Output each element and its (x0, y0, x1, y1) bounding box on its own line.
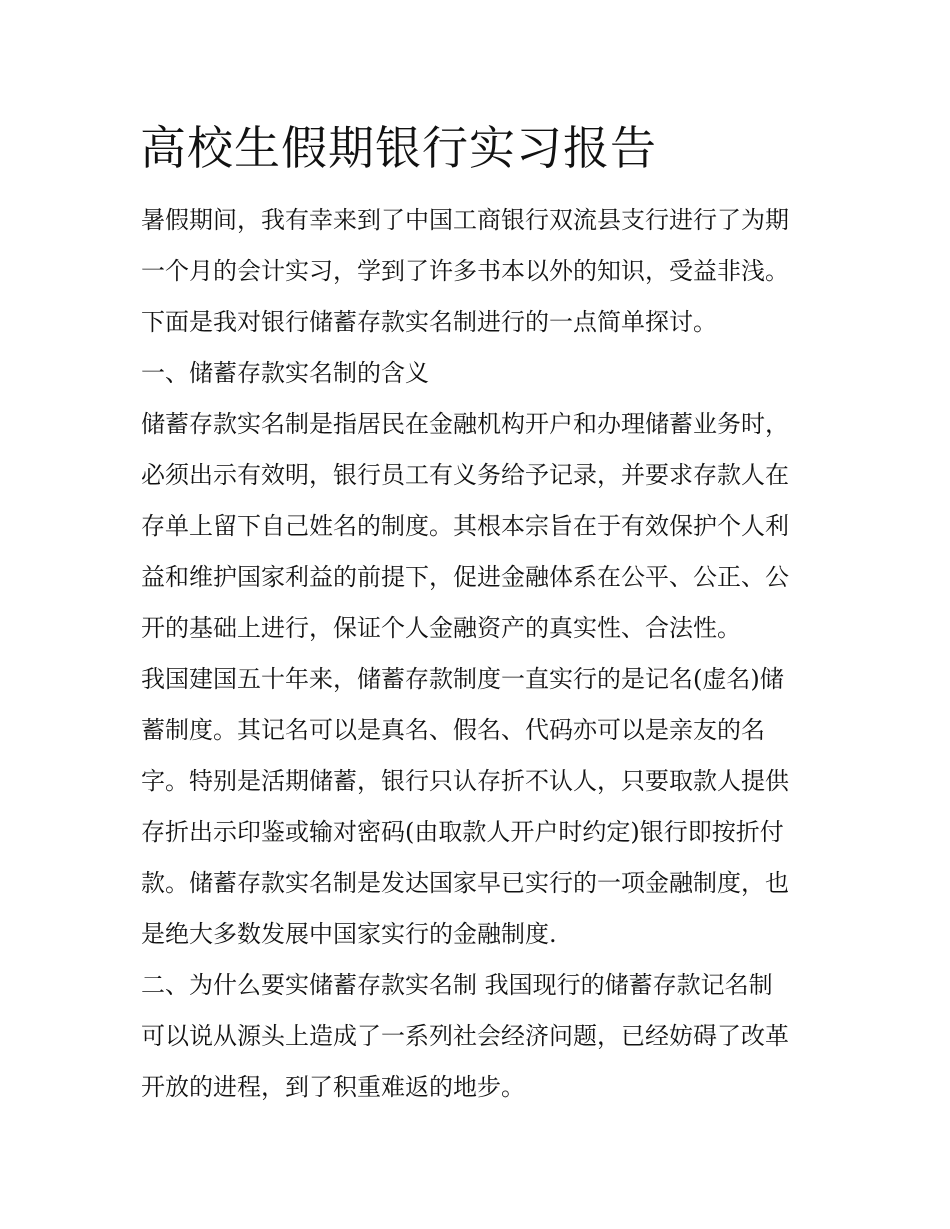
text-line: 存单上留下自己姓名的制度。其根本宗旨在于有效保护个人利 (141, 512, 789, 540)
page-title: 高校生假期银行实习报告 (140, 121, 657, 175)
text-line: 字。特别是活期储蓄，银行只认存折不认人，只要取款人提供 (141, 767, 789, 795)
text-line: 益和维护国家利益的前提下，促进金融体系在公平、公正、公 (141, 563, 789, 591)
text-line: 是绝大多数发展中国家实行的金融制度. (141, 920, 557, 948)
text-line: 蓄制度。其记名可以是真名、假名、代码亦可以是亲友的名 (141, 716, 765, 744)
section-heading: 一、储蓄存款实名制的含义 (141, 359, 429, 387)
text-line: 储蓄存款实名制是指居民在金融机构开户和办理储蓄业务时， (141, 410, 789, 438)
text-line: 可以说从源头上造成了一系列社会经济问题，已经妨碍了改革 (141, 1022, 789, 1050)
section-heading: 二、为什么要实储蓄存款实名制 我国现行的储蓄存款记名制 (141, 971, 773, 999)
text-line: 下面是我对银行储蓄存款实名制进行的一点简单探讨。 (141, 308, 717, 336)
text-line: 款。储蓄存款实名制是发达国家早已实行的一项金融制度，也 (141, 869, 789, 897)
text-line: 存折出示印鉴或输对密码(由取款人开户时约定)银行即按折付 (141, 818, 784, 846)
text-line: 我国建国五十年来，储蓄存款制度一直实行的是记名(虚名)储 (141, 665, 784, 693)
text-line: 一个月的会计实习，学到了许多书本以外的知识，受益非浅。 (141, 257, 789, 285)
text-line: 开放的进程，到了积重难返的地步。 (141, 1073, 525, 1101)
text-line: 必须出示有效明，银行员工有义务给予记录，并要求存款人在 (141, 461, 789, 489)
text-line: 暑假期间，我有幸来到了中国工商银行双流县支行进行了为期 (141, 206, 789, 234)
text-line: 开的基础上进行，保证个人金融资产的真实性、合法性。 (141, 614, 741, 642)
